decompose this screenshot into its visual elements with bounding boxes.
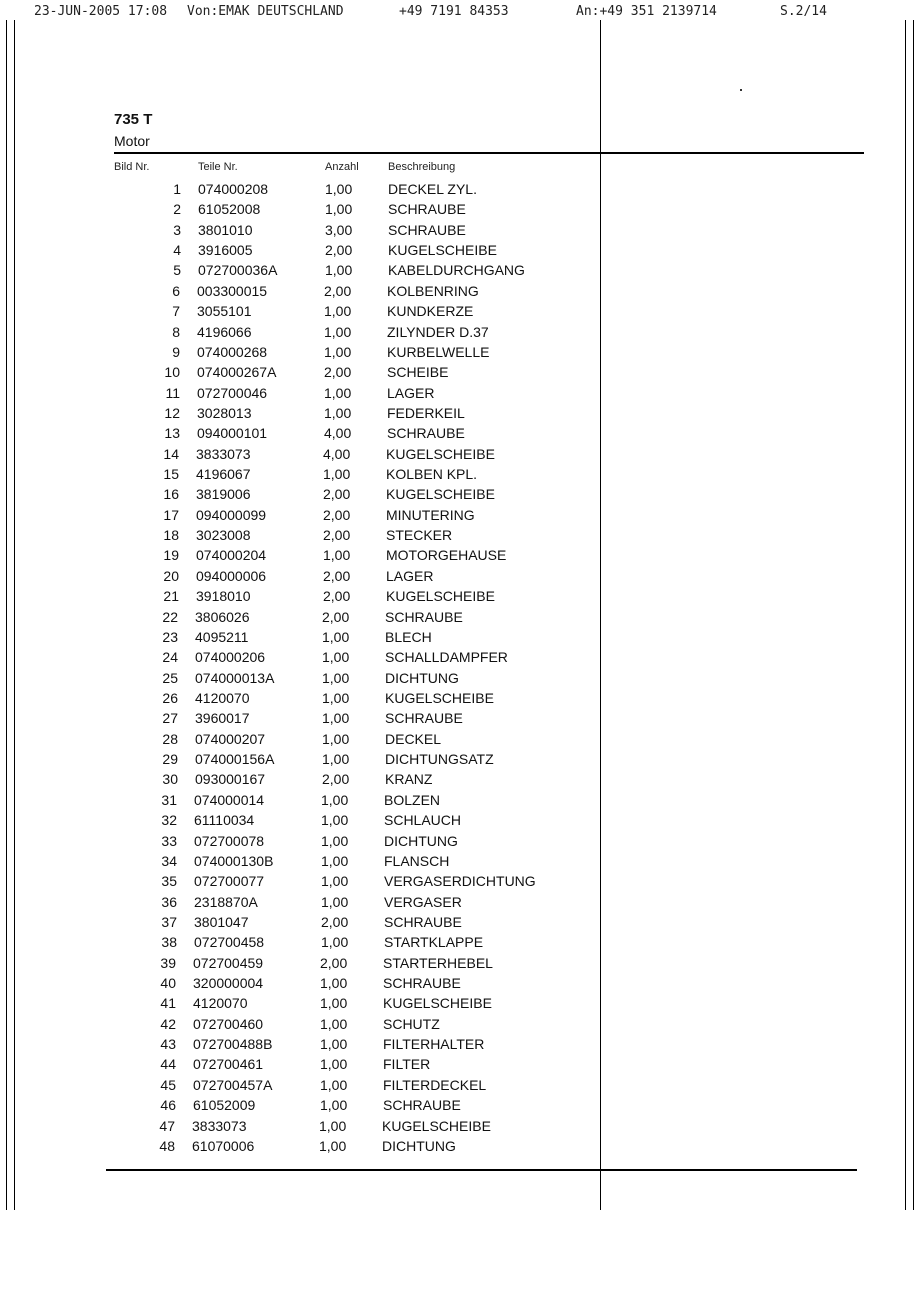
table-row (0, 751, 600, 771)
cell-teile-nr: 4196066 (197, 323, 252, 340)
cell-bild-nr: 8 (172, 323, 180, 340)
cell-bild-nr: 11 (165, 384, 180, 401)
table-row (0, 303, 600, 323)
cell-beschreibung: FILTERDECKEL (383, 1076, 487, 1093)
cell-beschreibung: FEDERKEIL (387, 404, 465, 421)
cell-teile-nr: 3028013 (197, 404, 252, 421)
cell-teile-nr: 61070006 (192, 1137, 255, 1154)
cell-bild-nr: 46 (160, 1097, 176, 1114)
cell-bild-nr: 26 (162, 690, 178, 706)
cell-teile-nr: 094000006 (196, 567, 267, 584)
fax-sender: Von:EMAK DEUTSCHLAND (187, 4, 344, 19)
cell-teile-nr: 074000156A (195, 751, 275, 768)
cell-teile-nr: 072700458 (194, 934, 265, 951)
cell-anzahl: 1,00 (320, 1056, 348, 1073)
cell-anzahl: 1,00 (319, 1117, 347, 1134)
fax-phone: +49 7191 84353 (399, 4, 509, 19)
cell-bild-nr: 27 (162, 710, 178, 727)
table-row (0, 1138, 600, 1158)
cell-teile-nr: 3833073 (192, 1117, 247, 1134)
cell-beschreibung: LAGER (386, 567, 434, 584)
cell-teile-nr: 3833073 (196, 445, 251, 462)
cell-bild-nr: 30 (162, 771, 178, 788)
cell-teile-nr: 003300015 (197, 282, 268, 299)
cell-beschreibung: KUGELSCHEIBE (383, 995, 492, 1012)
table-row (0, 1118, 600, 1138)
cell-anzahl: 2,00 (321, 913, 349, 930)
table-row (0, 527, 600, 547)
table-row (0, 201, 600, 221)
cell-beschreibung: STARTERHEBEL (383, 954, 493, 971)
table-row (0, 934, 600, 954)
cell-bild-nr: 16 (163, 486, 179, 503)
table-row (0, 690, 600, 710)
cell-teile-nr: 3806026 (195, 608, 250, 625)
cell-anzahl: 3,00 (325, 221, 353, 238)
cell-anzahl: 2,00 (322, 608, 350, 625)
table-row (0, 670, 600, 690)
table-row (0, 446, 600, 466)
cell-bild-nr: 19 (163, 547, 179, 564)
table-row (0, 466, 600, 486)
table-row (0, 629, 600, 649)
cell-teile-nr: 094000101 (197, 425, 268, 442)
right-border-line-outer (913, 20, 914, 1210)
table-row (0, 364, 600, 384)
cell-teile-nr: 074000208 (198, 181, 269, 197)
cell-bild-nr: 6 (172, 282, 180, 299)
table-row (0, 324, 600, 344)
table-row (0, 547, 600, 567)
cell-anzahl: 1,00 (321, 812, 349, 829)
cell-beschreibung: DECKEL ZYL. (388, 181, 477, 197)
cell-teile-nr: 61110034 (194, 812, 255, 829)
cell-teile-nr: 320000004 (193, 975, 264, 992)
table-row (0, 385, 600, 405)
column-header-beschreibung: Beschreibung (388, 161, 456, 173)
fax-date: 23-JUN-2005 17:08 (34, 4, 168, 19)
cell-beschreibung: DICHTUNG (382, 1137, 456, 1154)
cell-bild-nr: 17 (163, 506, 179, 523)
cell-beschreibung: SCHRAUBE (383, 1097, 461, 1114)
cell-bild-nr: 13 (164, 425, 180, 442)
cell-anzahl: 2,00 (325, 242, 353, 259)
cell-bild-nr: 2 (173, 201, 181, 218)
column-header-bild-nr: Bild Nr. (114, 161, 150, 173)
table-row (0, 731, 600, 751)
cell-beschreibung: VERGASERDICHTUNG (384, 873, 536, 890)
cell-bild-nr: 28 (162, 730, 178, 747)
cell-anzahl: 1,00 (325, 181, 353, 197)
cell-teile-nr: 3055101 (197, 303, 252, 320)
column-header-anzahl: Anzahl (325, 161, 359, 173)
cell-anzahl: 1,00 (322, 669, 350, 686)
cell-bild-nr: 14 (163, 445, 179, 462)
cell-teile-nr: 3023008 (196, 527, 251, 544)
cell-bild-nr: 45 (160, 1076, 176, 1093)
cell-teile-nr: 3960017 (195, 710, 250, 727)
cell-beschreibung: FLANSCH (384, 852, 450, 869)
cell-anzahl: 1,00 (325, 262, 353, 279)
cell-anzahl: 1,00 (322, 751, 350, 768)
cell-beschreibung: KABELDURCHGANG (388, 262, 525, 279)
cell-bild-nr: 23 (162, 628, 178, 645)
table-row (0, 975, 600, 995)
cell-beschreibung: KUGELSCHEIBE (386, 486, 495, 503)
cell-anzahl: 1,00 (321, 934, 349, 951)
cell-bild-nr: 44 (160, 1056, 176, 1073)
table-row (0, 812, 600, 832)
cell-bild-nr: 3 (173, 221, 181, 238)
cell-teile-nr: 074000204 (196, 547, 267, 564)
cell-beschreibung: STARTKLAPPE (384, 934, 484, 951)
table-row (0, 588, 600, 608)
cell-anzahl: 1,00 (323, 547, 351, 564)
cell-bild-nr: 47 (159, 1117, 175, 1134)
cell-beschreibung: BOLZEN (384, 791, 441, 808)
cell-teile-nr: 072700078 (194, 832, 265, 849)
cell-anzahl: 1,00 (321, 832, 349, 849)
cell-teile-nr: 072700488B (193, 1036, 273, 1053)
cell-beschreibung: FILTERHALTER (383, 1036, 485, 1053)
cell-teile-nr: 072700077 (194, 873, 265, 890)
cell-bild-nr: 29 (162, 751, 178, 768)
cell-anzahl: 1,00 (322, 649, 350, 666)
cell-anzahl: 2,00 (322, 771, 350, 788)
cell-beschreibung: LAGER (387, 384, 435, 401)
cell-teile-nr: 074000268 (197, 343, 268, 360)
cell-beschreibung: SCHRAUBE (385, 608, 463, 625)
cell-bild-nr: 35 (161, 873, 177, 890)
cell-beschreibung: SCHRAUBE (388, 221, 466, 238)
table-row (0, 344, 600, 364)
cell-bild-nr: 39 (160, 954, 176, 971)
cell-beschreibung: SCHRAUBE (383, 975, 461, 992)
cell-anzahl: 2,00 (324, 282, 352, 299)
cell-beschreibung: KOLBENRING (387, 282, 479, 299)
cell-anzahl: 4,00 (323, 445, 351, 462)
table-row (0, 1016, 600, 1036)
cell-beschreibung: BLECH (385, 628, 432, 645)
table-row (0, 894, 600, 914)
cell-teile-nr: 3916005 (198, 242, 253, 259)
table-row (0, 1036, 600, 1056)
cell-anzahl: 1,00 (319, 1137, 347, 1154)
cell-anzahl: 1,00 (322, 628, 350, 645)
cell-anzahl: 2,00 (323, 567, 351, 584)
table-row (0, 995, 600, 1015)
cell-teile-nr: 074000013A (195, 669, 275, 686)
table-row (0, 425, 600, 445)
scan-speck (740, 89, 742, 91)
header-rule (114, 152, 864, 154)
cell-teile-nr: 094000099 (196, 506, 267, 523)
cell-beschreibung: KUGELSCHEIBE (382, 1117, 491, 1134)
cell-anzahl: 1,00 (320, 995, 348, 1012)
cell-beschreibung: SCHEIBE (387, 364, 449, 381)
fax-page-number: S.2/14 (780, 4, 827, 19)
cell-anzahl: 1,00 (324, 323, 352, 340)
cell-beschreibung: KRANZ (385, 771, 433, 788)
table-row (0, 1077, 600, 1097)
cell-bild-nr: 32 (161, 812, 177, 829)
cell-beschreibung: DICHTUNG (385, 669, 459, 686)
cell-bild-nr: 25 (162, 669, 178, 686)
table-row (0, 914, 600, 934)
cell-teile-nr: 074000014 (194, 791, 265, 808)
cell-anzahl: 1,00 (320, 1036, 348, 1053)
cell-beschreibung: KOLBEN KPL. (386, 466, 478, 483)
table-row (0, 486, 600, 506)
cell-anzahl: 1,00 (321, 791, 349, 808)
table-row (0, 771, 600, 791)
cell-teile-nr: 3801047 (194, 913, 249, 930)
cell-anzahl: 1,00 (324, 343, 352, 360)
cell-anzahl: 1,00 (320, 1076, 348, 1093)
cell-beschreibung: FILTER (383, 1056, 431, 1073)
model-title: 735 T (114, 111, 153, 128)
cell-anzahl: 1,00 (324, 303, 352, 320)
cell-anzahl: 1,00 (320, 975, 348, 992)
cell-bild-nr: 38 (161, 934, 177, 951)
section-title: Motor (114, 133, 150, 149)
cell-anzahl: 1,00 (321, 893, 349, 910)
cell-beschreibung: KUNDKERZE (387, 303, 474, 320)
cell-beschreibung: MOTORGEHAUSE (386, 547, 507, 564)
table-row (0, 242, 600, 262)
cell-beschreibung: DICHTUNGSATZ (385, 751, 494, 768)
table-row (0, 283, 600, 303)
cell-bild-nr: 10 (164, 364, 180, 381)
cell-teile-nr: 4196067 (196, 466, 251, 483)
cell-anzahl: 2,00 (323, 506, 351, 523)
cell-anzahl: 1,00 (322, 690, 350, 706)
table-row (0, 955, 600, 975)
cell-teile-nr: 093000167 (195, 771, 266, 788)
table-row (0, 873, 600, 893)
cell-bild-nr: 43 (160, 1036, 176, 1053)
cell-teile-nr: 61052008 (198, 201, 261, 218)
footer-rule (106, 1169, 857, 1171)
cell-beschreibung: KUGELSCHEIBE (386, 588, 495, 605)
cell-teile-nr: 072700046 (197, 384, 268, 401)
cell-anzahl: 2,00 (320, 954, 348, 971)
cell-bild-nr: 33 (161, 832, 177, 849)
table-row (0, 649, 600, 669)
cell-teile-nr: 074000207 (195, 730, 266, 747)
cell-beschreibung: SCHRAUBE (388, 201, 466, 218)
cell-teile-nr: 072700036A (198, 262, 278, 279)
table-row (0, 568, 600, 588)
cell-beschreibung: DECKEL (385, 730, 442, 747)
cell-bild-nr: 41 (160, 995, 176, 1012)
cell-bild-nr: 1 (173, 181, 181, 197)
cell-beschreibung: KUGELSCHEIBE (388, 242, 497, 259)
table-row (0, 1097, 600, 1117)
cell-beschreibung: SCHRAUBE (384, 913, 462, 930)
cell-anzahl: 1,00 (324, 404, 352, 421)
cell-bild-nr: 37 (161, 913, 177, 930)
cell-beschreibung: KUGELSCHEIBE (385, 690, 494, 706)
cell-teile-nr: 4120070 (193, 995, 248, 1012)
cell-beschreibung: SCHRAUBE (385, 710, 463, 727)
cell-beschreibung: SCHLAUCH (384, 812, 462, 829)
cell-bild-nr: 7 (172, 303, 180, 320)
cell-anzahl: 1,00 (321, 873, 349, 890)
cell-teile-nr: 072700460 (193, 1015, 264, 1032)
cell-teile-nr: 072700459 (193, 954, 264, 971)
table-row (0, 792, 600, 812)
cell-anzahl: 1,00 (321, 852, 349, 869)
table-row (0, 181, 600, 201)
cell-anzahl: 1,00 (325, 201, 353, 218)
cell-bild-nr: 5 (173, 262, 181, 279)
cell-anzahl: 1,00 (324, 384, 352, 401)
cell-bild-nr: 18 (163, 527, 179, 544)
cell-teile-nr: 3918010 (196, 588, 251, 605)
right-border-line (905, 20, 906, 1210)
cell-teile-nr: 074000206 (195, 649, 266, 666)
table-row (0, 1056, 600, 1076)
cell-bild-nr: 4 (173, 242, 181, 259)
table-row (0, 262, 600, 282)
cell-bild-nr: 20 (163, 567, 179, 584)
cell-anzahl: 4,00 (324, 425, 352, 442)
cell-bild-nr: 31 (161, 791, 177, 808)
cell-anzahl: 1,00 (322, 710, 350, 727)
table-row (0, 853, 600, 873)
cell-anzahl: 2,00 (323, 588, 351, 605)
cell-bild-nr: 15 (163, 466, 179, 483)
cell-bild-nr: 34 (161, 852, 177, 869)
fax-header (34, 4, 874, 22)
column-header-teile-nr: Teile Nr. (198, 161, 238, 173)
cell-teile-nr: 074000267A (197, 364, 277, 381)
table-row (0, 609, 600, 629)
cell-anzahl: 1,00 (320, 1015, 348, 1032)
cell-teile-nr: 3801010 (198, 221, 253, 238)
cell-beschreibung: KURBELWELLE (387, 343, 490, 360)
cell-beschreibung: DICHTUNG (384, 832, 458, 849)
cell-anzahl: 1,00 (320, 1097, 348, 1114)
cell-anzahl: 2,00 (323, 486, 351, 503)
cell-teile-nr: 4120070 (195, 690, 250, 706)
cell-teile-nr: 3819006 (196, 486, 251, 503)
cell-teile-nr: 072700457A (193, 1076, 273, 1093)
cell-anzahl: 2,00 (323, 527, 351, 544)
cell-bild-nr: 40 (160, 975, 176, 992)
cell-teile-nr: 072700461 (193, 1056, 264, 1073)
cell-anzahl: 1,00 (322, 730, 350, 747)
cell-beschreibung: KUGELSCHEIBE (386, 445, 495, 462)
cell-beschreibung: SCHALLDAMPFER (385, 649, 508, 666)
cell-anzahl: 2,00 (324, 364, 352, 381)
cell-bild-nr: 21 (163, 588, 179, 605)
column-divider (600, 20, 601, 1210)
cell-bild-nr: 12 (164, 404, 180, 421)
cell-bild-nr: 48 (159, 1137, 175, 1154)
cell-bild-nr: 36 (161, 893, 177, 910)
cell-bild-nr: 22 (162, 608, 178, 625)
cell-bild-nr: 24 (162, 649, 178, 666)
cell-beschreibung: VERGASER (384, 893, 462, 910)
cell-beschreibung: SCHUTZ (383, 1015, 440, 1032)
cell-beschreibung: MINUTERING (386, 506, 475, 523)
cell-beschreibung: SCHRAUBE (387, 425, 465, 442)
cell-bild-nr: 42 (160, 1015, 176, 1032)
cell-beschreibung: ZILYNDER D.37 (387, 323, 489, 340)
cell-bild-nr: 9 (172, 343, 180, 360)
cell-teile-nr: 2318870A (194, 893, 258, 910)
cell-teile-nr: 074000130B (194, 852, 274, 869)
table-row (0, 833, 600, 853)
table-row (0, 222, 600, 242)
table-row (0, 710, 600, 730)
cell-teile-nr: 61052009 (193, 1097, 256, 1114)
table-row (0, 405, 600, 425)
cell-beschreibung: STECKER (386, 527, 453, 544)
cell-teile-nr: 4095211 (195, 628, 249, 645)
fax-recipient: An:+49 351 2139714 (576, 4, 717, 19)
table-row (0, 507, 600, 527)
cell-anzahl: 1,00 (323, 466, 351, 483)
